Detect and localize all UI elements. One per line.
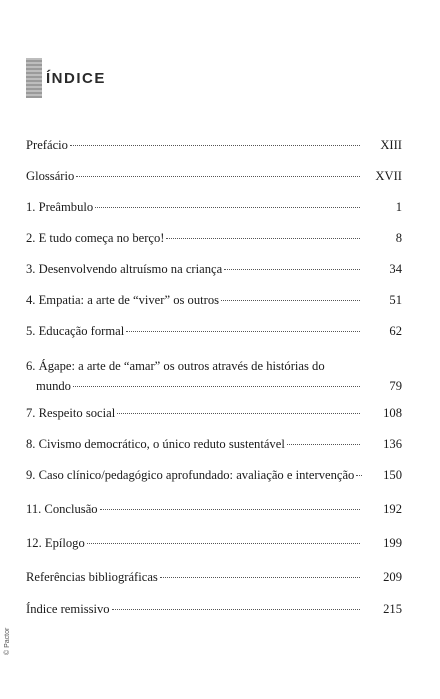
toc-entry-label: mundo — [36, 379, 71, 393]
toc-entry-label: 3. Desenvolvendo altruísmo na criança — [26, 262, 223, 276]
toc-dot-leader — [224, 269, 360, 270]
toc-entry-row — [26, 536, 402, 556]
toc-entry — [26, 324, 402, 344]
toc-entry-page-number: 136 — [383, 437, 402, 451]
toc-entry — [26, 138, 402, 158]
toc-dot-leader — [70, 145, 360, 146]
toc-dot-leader — [287, 444, 360, 445]
toc-dot-leader — [356, 475, 362, 476]
toc-entry-page-number: 150 — [383, 468, 402, 482]
toc-entry — [26, 406, 402, 426]
toc-entry — [26, 468, 402, 488]
toc-entry-label-line1: 6. Ágape: a arte de “amar” os outros através de histórias do — [26, 359, 325, 373]
toc-entry — [26, 262, 402, 282]
toc-entry — [26, 502, 402, 522]
toc-entry-page-number: 192 — [383, 502, 402, 516]
toc-dot-leader — [87, 543, 360, 544]
toc-entry-page-number: 1 — [395, 200, 402, 214]
toc-entry — [26, 437, 402, 457]
toc-dot-leader — [160, 577, 360, 578]
toc-entry-row — [26, 293, 402, 313]
toc-entry-label: Glossário — [26, 169, 75, 183]
toc-heading — [26, 58, 106, 98]
toc-entry-page-number: 62 — [389, 324, 402, 338]
toc-entry-label: 1. Preâmbulo — [26, 200, 94, 214]
toc-entry — [26, 570, 402, 590]
toc-entry — [26, 293, 402, 313]
toc-entry-row — [26, 437, 402, 457]
toc-entry-row — [26, 379, 402, 399]
toc-dot-leader — [166, 238, 360, 239]
toc-entry-label: Prefácio — [26, 138, 68, 152]
toc-entry-row — [26, 602, 402, 622]
toc-dot-leader — [73, 386, 360, 387]
toc-entry-page-number: XVII — [375, 169, 402, 183]
toc-entry-page-number: XIII — [380, 138, 402, 152]
toc-entry-page-number: 108 — [383, 406, 402, 420]
toc-entry-page-number: 199 — [383, 536, 402, 550]
toc-entry-page-number: 215 — [383, 602, 402, 616]
toc-entry-label: 7. Respeito social — [26, 406, 116, 420]
toc-entry-label: 12. Epílogo — [26, 536, 85, 550]
toc-entry-label: Índice remissivo — [26, 602, 110, 616]
toc-entry-row — [26, 502, 402, 522]
toc-dot-leader — [112, 609, 360, 610]
toc-entry-page-number: 51 — [389, 293, 402, 307]
toc-entry-row — [26, 468, 402, 488]
toc-entry-label: 8. Civismo democrático, o único reduto sustentável — [26, 437, 285, 451]
toc-entry — [26, 231, 402, 251]
toc-entry-row — [26, 169, 402, 189]
toc-entry-label: 11. Conclusão — [26, 502, 98, 516]
heading-decorative-bar — [26, 58, 42, 98]
toc-entry-page-number: 209 — [383, 570, 402, 584]
page-title: ÍNDICE — [46, 69, 106, 87]
toc-dot-leader — [100, 509, 360, 510]
toc-dot-leader — [95, 207, 360, 208]
toc-dot-leader — [76, 176, 360, 177]
toc-entry-row — [26, 262, 402, 282]
toc-entry-label: 4. Empatia: a arte de “viver” os outros — [26, 293, 220, 307]
toc-dot-leader — [126, 331, 360, 332]
toc-entry-row — [26, 570, 402, 590]
toc-entry-row — [26, 231, 402, 251]
toc-entry-label: 2. E tudo começa no berço! — [26, 231, 165, 245]
toc-entry-row — [26, 138, 402, 158]
publisher-credit: © Pactor — [4, 627, 11, 655]
toc-entry-page-number: 34 — [389, 262, 402, 276]
toc-entry-row — [26, 406, 402, 426]
toc-entry-label: Referências bibliográficas — [26, 570, 158, 584]
toc-entry-page-number: 79 — [389, 379, 402, 393]
toc-entry-label: 9. Caso clínico/pedagógico aprofundado: avaliação e intervenção — [26, 468, 355, 482]
toc-dot-leader — [117, 413, 360, 414]
toc-entry — [26, 536, 402, 556]
toc-entry — [26, 169, 402, 189]
toc-entry-row — [26, 200, 402, 220]
toc-entry-page-number: 8 — [395, 231, 402, 245]
toc-entry-label: 5. Educação formal — [26, 324, 125, 338]
toc-entry — [26, 200, 402, 220]
toc-entry — [26, 602, 402, 622]
toc-entry-row — [26, 324, 402, 344]
toc-entry — [26, 359, 402, 399]
toc-dot-leader — [221, 300, 360, 301]
